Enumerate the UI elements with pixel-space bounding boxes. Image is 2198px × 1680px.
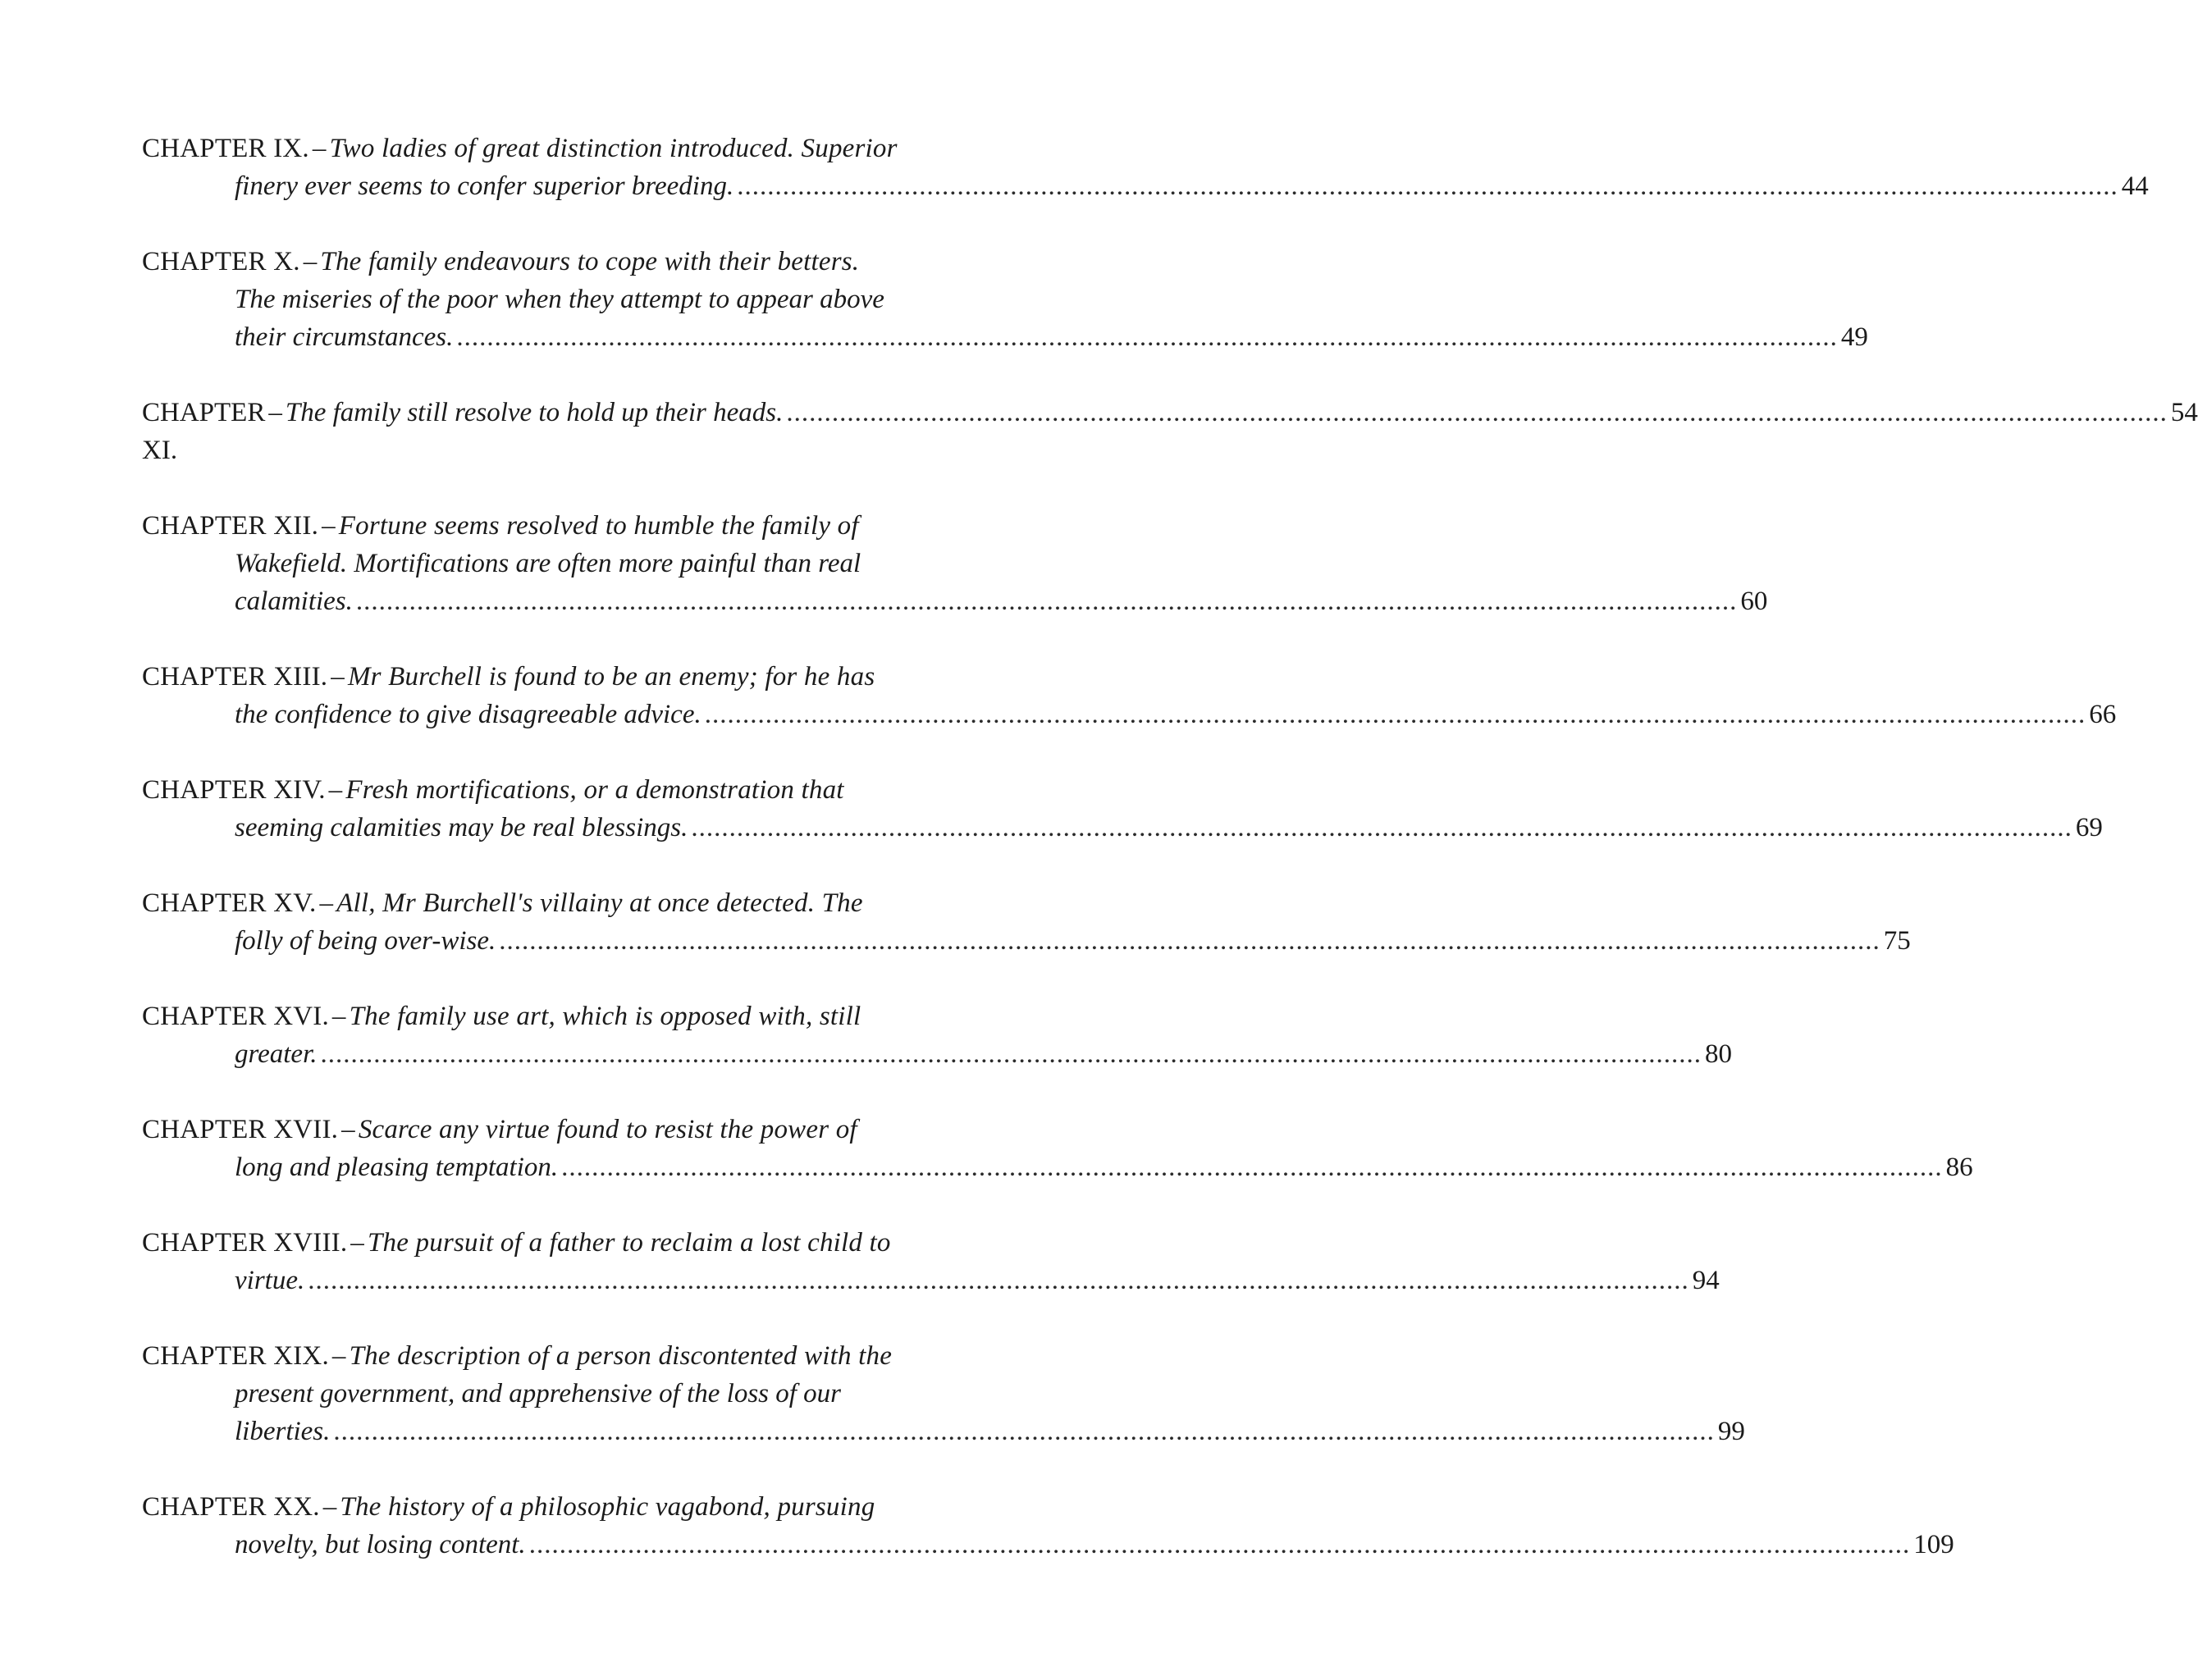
chapter-dash: – [331,1002,346,1031]
toc-entry [142,394,2198,469]
dot-leader: ...................................................................................................................................................................................... [786,398,2168,427]
toc-entry-first-line [142,884,963,922]
chapter-description: Fortune seems resolved to humble the family of [338,511,859,541]
chapter-description: Fresh mortifications, or a demonstration that [345,775,844,805]
chapter-label: CHAPTER XI. [142,398,266,465]
page-number: 86 [1945,1153,1973,1182]
chapter-description-end: long and pleasing temptation. [235,1153,559,1182]
toc-entry-last-line [235,1413,1745,1450]
chapter-description: The pursuit of a father to reclaim a lost child to [368,1228,891,1258]
toc-entry-first-line [142,243,963,281]
toc-entry-first-line [142,1111,963,1148]
toc-entry [142,130,2149,205]
toc-entry-line [142,394,2198,469]
toc-entry-last-line [235,696,2117,733]
toc-entry-first-line [142,1224,963,1262]
toc-entry [142,1337,1745,1450]
chapter-description-end: seeming calamities may be real blessings. [235,813,688,842]
page-number: 109 [1913,1530,1954,1559]
toc-entry-first-line [142,1337,963,1375]
page-number: 54 [2170,398,2198,427]
chapter-description: All, Mr Burchell's villainy at once detected. The [336,888,863,918]
chapter-label: CHAPTER XII. [142,511,319,541]
toc-entry-last-line [235,1262,1720,1299]
chapter-label: CHAPTER XV. [142,888,317,918]
page-number: 99 [1717,1417,1745,1446]
chapter-dash: – [322,1492,337,1522]
toc-entry-first-line [142,658,963,696]
page-number: 69 [2075,813,2103,842]
toc-entry-first-line [142,507,963,545]
chapter-description: Mr Burchell is found to be an enemy; for he has [347,662,875,692]
toc-entry [142,998,1733,1073]
toc-entry-last-line [235,1035,1733,1073]
toc-entry-first-line [142,998,963,1035]
chapter-label: CHAPTER XIV. [142,775,326,805]
dot-leader: ...................................................................................................................................................................................... [704,700,2086,729]
dot-leader: ...................................................................................................................................................................................... [499,926,1880,956]
toc-entry [142,243,1868,356]
toc-entry-last-line [235,167,2149,205]
chapter-label: CHAPTER XVII. [142,1115,339,1144]
toc-entry-first-line [142,130,963,167]
toc-entry [142,771,2103,847]
toc-entry-last-line [235,1526,1954,1564]
chapter-description: The history of a philosophic vagabond, pursuing [340,1492,875,1522]
page-number: 49 [1840,322,1868,352]
chapter-label: CHAPTER XX. [142,1492,320,1522]
chapter-description-end: liberties. [235,1417,331,1446]
chapter-label: CHAPTER IX. [142,134,309,163]
chapter-description: Two ladies of great distinction introduced. Superior [329,134,898,163]
chapter-dash: – [268,398,282,427]
chapter-description-end: greater. [235,1039,318,1069]
toc-entry [142,658,2117,733]
toc-entry-first-line [142,1488,963,1526]
toc-entry [142,1111,1973,1186]
chapter-description-end: finery ever seems to confer superior breeding. [235,171,734,201]
dot-leader: ...................................................................................................................................................................................... [528,1530,1911,1559]
dot-leader: ...................................................................................................................................................................................... [561,1153,1943,1182]
chapter-description-end: virtue. [235,1266,305,1295]
page-number: 66 [2089,700,2117,729]
chapter-label: CHAPTER X. [142,247,300,276]
chapter-dash: – [319,888,334,918]
chapter-description-continued: Wakefield. Mortifications are often more painful than real [235,549,861,578]
chapter-description-end: calamities. [235,587,353,616]
toc-entry [142,884,1911,960]
table-of-contents [142,130,2198,1564]
dot-leader: ...................................................................................................................................................................................... [691,813,2072,842]
chapter-dash: – [322,511,336,541]
chapter-description-end: folly of being over-wise. [235,926,496,956]
toc-entry [142,507,1768,620]
chapter-description-continued: The miseries of the poor when they attempt to appear above [235,285,884,314]
page-number: 75 [1883,926,1911,956]
toc-entry-last-line [235,1148,1973,1186]
dot-leader: ...................................................................................................................................................................................... [737,171,2118,201]
toc-entry-last-line [235,582,1768,620]
chapter-dash: – [350,1228,364,1258]
chapter-dash: – [341,1115,355,1144]
chapter-description: The description of a person discontented with the [349,1341,893,1371]
chapter-dash: – [328,775,343,805]
toc-entry-last-line [235,318,1868,356]
chapter-label: CHAPTER XVIII. [142,1228,348,1258]
chapter-dash: – [331,662,345,692]
page-number: 80 [1705,1039,1733,1069]
chapter-description-end: novelty, but losing content. [235,1530,526,1559]
toc-entry [142,1224,1720,1299]
dot-leader: ...................................................................................................................................................................................... [308,1266,1689,1295]
dot-leader: ...................................................................................................................................................................................... [333,1417,1715,1446]
chapter-description-end: their circumstances. [235,322,454,352]
page-number: 60 [1740,587,1768,616]
toc-entry [142,1488,1954,1564]
dot-leader: ...................................................................................................................................................................................... [320,1039,1702,1069]
dot-leader: ...................................................................................................................................................................................... [456,322,1838,352]
dot-leader: ...................................................................................................................................................................................... [355,587,1738,616]
chapter-description: Scarce any virtue found to resist the power of [358,1115,857,1144]
chapter-description: The family endeavours to cope with their betters. [320,247,860,276]
chapter-dash: – [312,134,327,163]
page-number: 94 [1692,1266,1720,1295]
chapter-description: The family still resolve to hold up their heads. [285,398,784,427]
chapter-dash: – [303,247,318,276]
toc-entry-first-line [142,771,963,809]
chapter-label: CHAPTER XIII. [142,662,328,692]
toc-entry-last-line [235,922,1911,960]
chapter-description-continued: present government, and apprehensive of the loss of our [235,1379,842,1408]
chapter-label: CHAPTER XVI. [142,1002,329,1031]
chapter-label: CHAPTER XIX. [142,1341,329,1371]
chapter-description: The family use art, which is opposed with, still [349,1002,861,1031]
chapter-dash: – [331,1341,346,1371]
chapter-description-end: the confidence to give disagreeable advice. [235,700,701,729]
page-number: 44 [2121,171,2149,201]
toc-entry-last-line [235,809,2103,847]
